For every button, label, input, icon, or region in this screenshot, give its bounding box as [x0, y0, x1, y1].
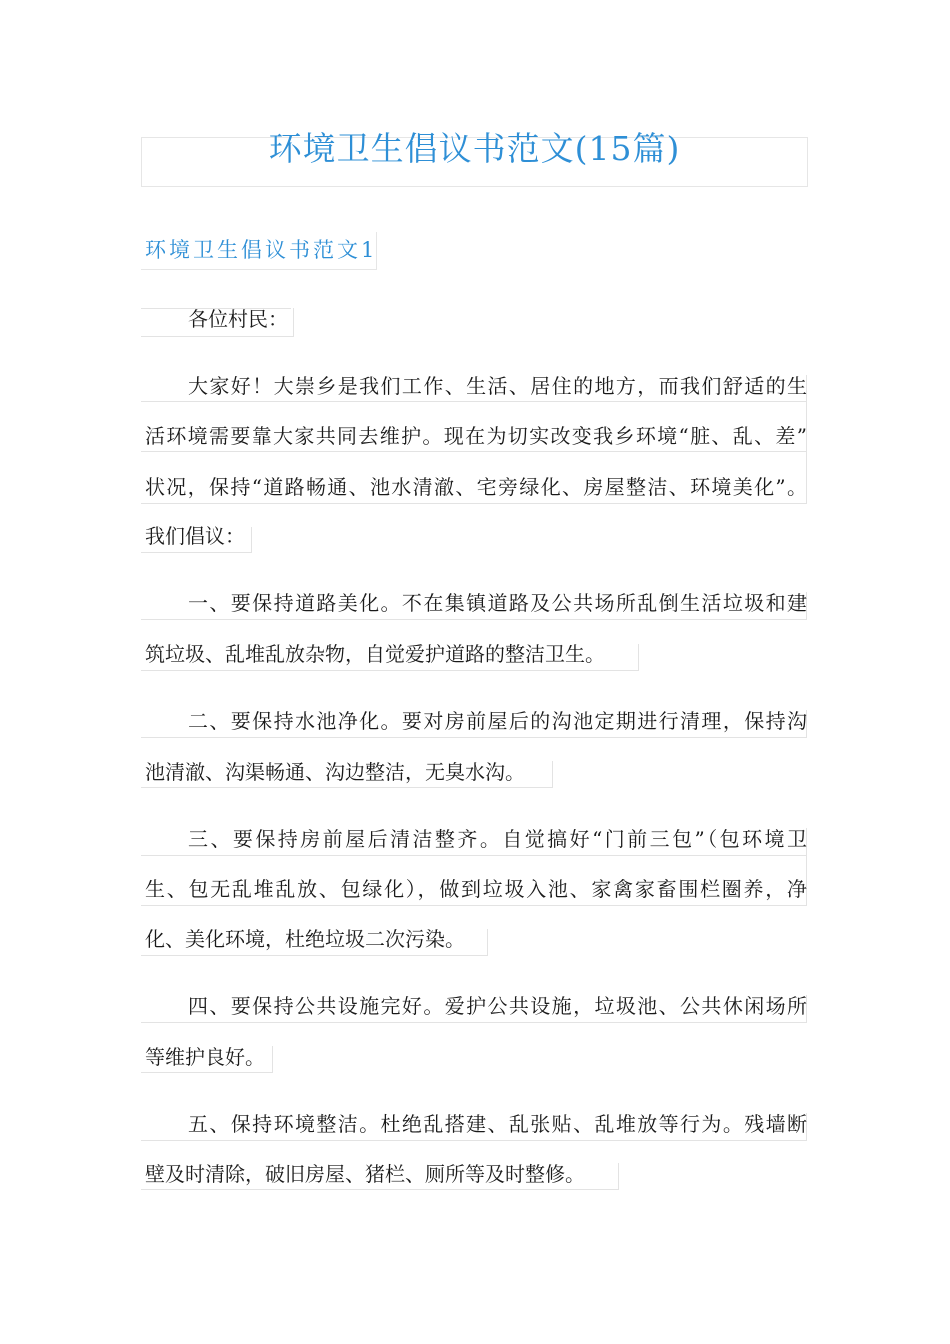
text-frame-rule — [272, 1046, 273, 1073]
text-frame-rule — [618, 1163, 619, 1190]
salutation: 各位村民： — [188, 307, 288, 331]
paragraph-line: 等维护良好。 — [145, 1045, 265, 1069]
text-frame-rule — [552, 761, 553, 788]
paragraph-line: 壁及时清除，破旧房屋、猪栏、厕所等及时整修。 — [145, 1162, 585, 1186]
document-title: 环境卫生倡议书范文(15篇) — [268, 129, 681, 168]
text-frame-rule — [251, 527, 252, 553]
paragraph-line: 四、要保持公共设施完好。爱护公共设施，垃圾池、公共休闲场所 — [188, 994, 807, 1018]
paragraph-line: 活环境需要靠大家共同去维护。现在为切实改变我乡环境“脏、乱、差” — [145, 424, 807, 448]
paragraph-line: 我们倡议： — [145, 524, 245, 548]
paragraph-line: 一、要保持道路美化。不在集镇道路及公共场所乱倒生活垃圾和建 — [188, 591, 807, 615]
text-frame-rule — [293, 308, 294, 336]
paragraph-line: 生、包无乱堆乱放、包绿化），做到垃圾入池、家禽家畜围栏圈养，净 — [145, 877, 807, 901]
paragraph-line: 池清澈、沟渠畅通、沟边整洁，无臭水沟。 — [145, 760, 525, 784]
paragraph-line: 筑垃圾、乱堆乱放杂物，自觉爱护道路的整洁卫生。 — [145, 642, 605, 666]
paragraph-line: 三、要保持房前屋后清洁整齐。自觉搞好“门前三包”（包环境卫 — [188, 827, 807, 851]
paragraph-line: 五、保持环境整洁。杜绝乱搭建、乱张贴、乱堆放等行为。残墙断 — [188, 1112, 807, 1136]
text-frame-rule — [638, 644, 639, 671]
paragraph-line: 二、要保持水池净化。要对房前屋后的沟池定期进行清理，保持沟 — [188, 709, 807, 733]
text-frame-rule — [487, 929, 488, 956]
text-frame-rule — [141, 336, 294, 337]
paragraph-line: 化、美化环境，杜绝垃圾二次污染。 — [145, 927, 465, 951]
section-heading: 环境卫生倡议书范文1 — [145, 238, 378, 262]
paragraph-line: 状况，保持“道路畅通、池水清澈、宅旁绿化、房屋整洁、环境美化”。 — [145, 475, 807, 499]
paragraph-line: 大家好！大崇乡是我们工作、生活、居住的地方，而我们舒适的生 — [188, 374, 807, 398]
